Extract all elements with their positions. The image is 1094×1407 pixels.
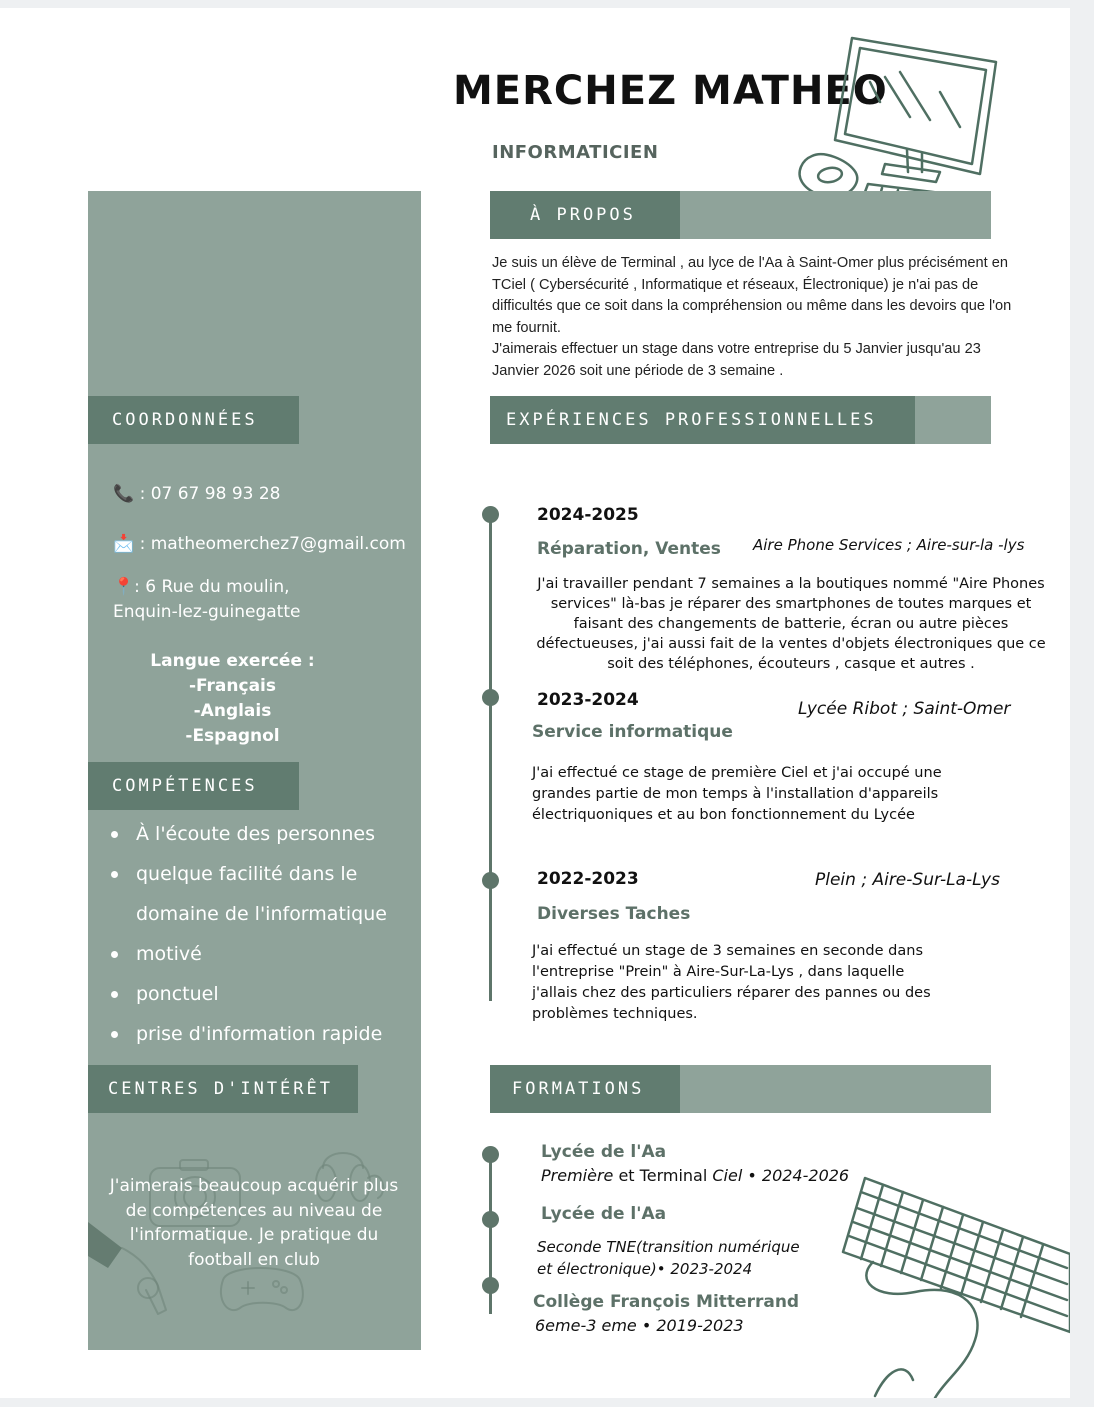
contact-header — [88, 396, 421, 444]
email-address[interactable]: : matheomerchez7@gmail.com — [134, 534, 406, 554]
education-detail: Première et Terminal Ciel • 2024-2026 — [541, 1166, 850, 1185]
skills-list — [88, 814, 421, 1054]
interests-title: CENTRES D'INTÉRÊT — [108, 1079, 333, 1099]
experience-title: Diverses Taches — [537, 904, 691, 924]
languages-block — [110, 649, 355, 749]
email-line — [113, 534, 406, 554]
address-line-1: : 6 Rue du moulin, — [134, 577, 290, 597]
phone-number[interactable]: : 07 67 98 93 28 — [134, 484, 281, 504]
experience-description: J'ai effectué un stage de 3 semaines en seconde dans l'entreprise "Prein" à Aire-Sur-La-Lys , dans laquelle j'allais chez des particuliers réparer des pannes ou des problèmes techniques. — [532, 943, 931, 1022]
education-school: Collège François Mitterrand — [533, 1292, 800, 1312]
skills-header — [88, 762, 421, 810]
email-icon: 📩 — [113, 534, 135, 554]
education-school: Lycée de l'Aa — [541, 1142, 667, 1162]
experience-title: Service informatique — [532, 722, 733, 742]
education-school: Lycée de l'Aa — [541, 1204, 667, 1224]
skill-item: ponctuel — [88, 974, 421, 1014]
skill-item: domaine de l'informatique — [136, 903, 387, 925]
about-header — [490, 191, 991, 239]
keyboard-illustration-icon — [835, 1170, 1070, 1398]
skill-item: motivé — [88, 934, 421, 974]
experience-description: J'ai travailler pendant 7 semaines a la boutiques nommé "Aire Phones services" là-bas je réparer des smartphones de toutes marques et faisant des changements de batterie, écran ou autre pièces défectueuses, j'ai aussi fait de la ventes d'objets électroniques que ce soit des téléphones, écouteurs , casque et autres . — [536, 576, 1046, 672]
experience-title: EXPÉRIENCES PROFESSIONNELLES — [506, 410, 877, 430]
interests-text: J'aimerais beaucoup acquérir plus de compétences au niveau de l'informatique. Je pratique du football en club — [109, 1176, 399, 1270]
address-block — [113, 575, 300, 625]
address-line-2: Enquin-lez-guinegatte — [113, 602, 301, 622]
job-title: INFORMATICIEN — [492, 142, 659, 163]
location-pin-icon: 📍 — [113, 577, 135, 597]
timeline-dot — [482, 1277, 499, 1294]
experience-years: 2024-2025 — [537, 505, 639, 525]
resume-page — [0, 8, 1070, 1398]
phone-line — [113, 484, 280, 504]
education-header — [490, 1065, 991, 1113]
skills-title: COMPÉTENCES — [112, 776, 258, 796]
about-paragraph-1: Je suis un élève de Terminal , au lyce de l'Aa à Saint-Omer plus précisément en TCiel ( Cybersécurité , Informatique et réseaux, Électronique) je n'ai pas de difficultés que ce soit dans la compréhension ou même dans les devoirs que l'on me fournit. — [492, 255, 1012, 336]
timeline-dot — [482, 506, 499, 523]
experience-years: 2022-2023 — [537, 869, 639, 889]
experience-timeline — [489, 514, 492, 1001]
education-title: FORMATIONS — [512, 1079, 645, 1099]
about-text — [492, 253, 1012, 382]
education-detail: Seconde TNE(transition numérique — [537, 1238, 800, 1256]
education-detail: 6eme-3 eme • 2019-2023 — [535, 1316, 744, 1335]
skill-item: quelque facilité dans le — [88, 854, 421, 894]
experience-years: 2023-2024 — [537, 690, 639, 710]
skill-item: À l'écoute des personnes — [88, 814, 421, 854]
interests-header — [88, 1065, 421, 1113]
timeline-dot — [482, 1146, 499, 1163]
experience-place: Lycée Ribot ; Saint-Omer — [798, 699, 1011, 719]
candidate-name: MERCHEZ MATHEO — [453, 68, 888, 114]
about-paragraph-2: J'aimerais effectuer un stage dans votre entreprise du 5 Janvier jusqu'au 23 Janvier 2026 soit une période de 3 semaine . — [492, 341, 981, 379]
phone-icon: 📞 — [113, 484, 135, 504]
timeline-dot — [482, 689, 499, 706]
experience-title: Réparation, Ventes — [537, 539, 721, 559]
timeline-dot — [482, 872, 499, 889]
contact-title: COORDONNÉES — [112, 410, 258, 430]
language-item: -Français — [188, 676, 277, 696]
experience-header — [490, 396, 991, 444]
language-item: -Espagnol — [185, 726, 280, 746]
education-detail: et électronique)• 2023-2024 — [537, 1260, 753, 1278]
languages-title: Langue exercée : — [150, 651, 315, 671]
skill-item: prise d'information rapide — [88, 1014, 421, 1054]
experience-place: Aire Phone Services ; Aire-sur-la -lys — [753, 536, 1025, 554]
experience-description: J'ai effectué ce stage de première Ciel et j'ai occupé une grandes partie de mon temps à l'installation d'appareils électriquoniques et au bon fonctionnement du Lycée — [532, 765, 942, 823]
experience-place: Plein ; Aire-Sur-La-Lys — [815, 870, 1000, 890]
language-item: -Anglais — [193, 701, 272, 721]
timeline-dot — [482, 1211, 499, 1228]
about-title: À PROPOS — [530, 205, 636, 225]
